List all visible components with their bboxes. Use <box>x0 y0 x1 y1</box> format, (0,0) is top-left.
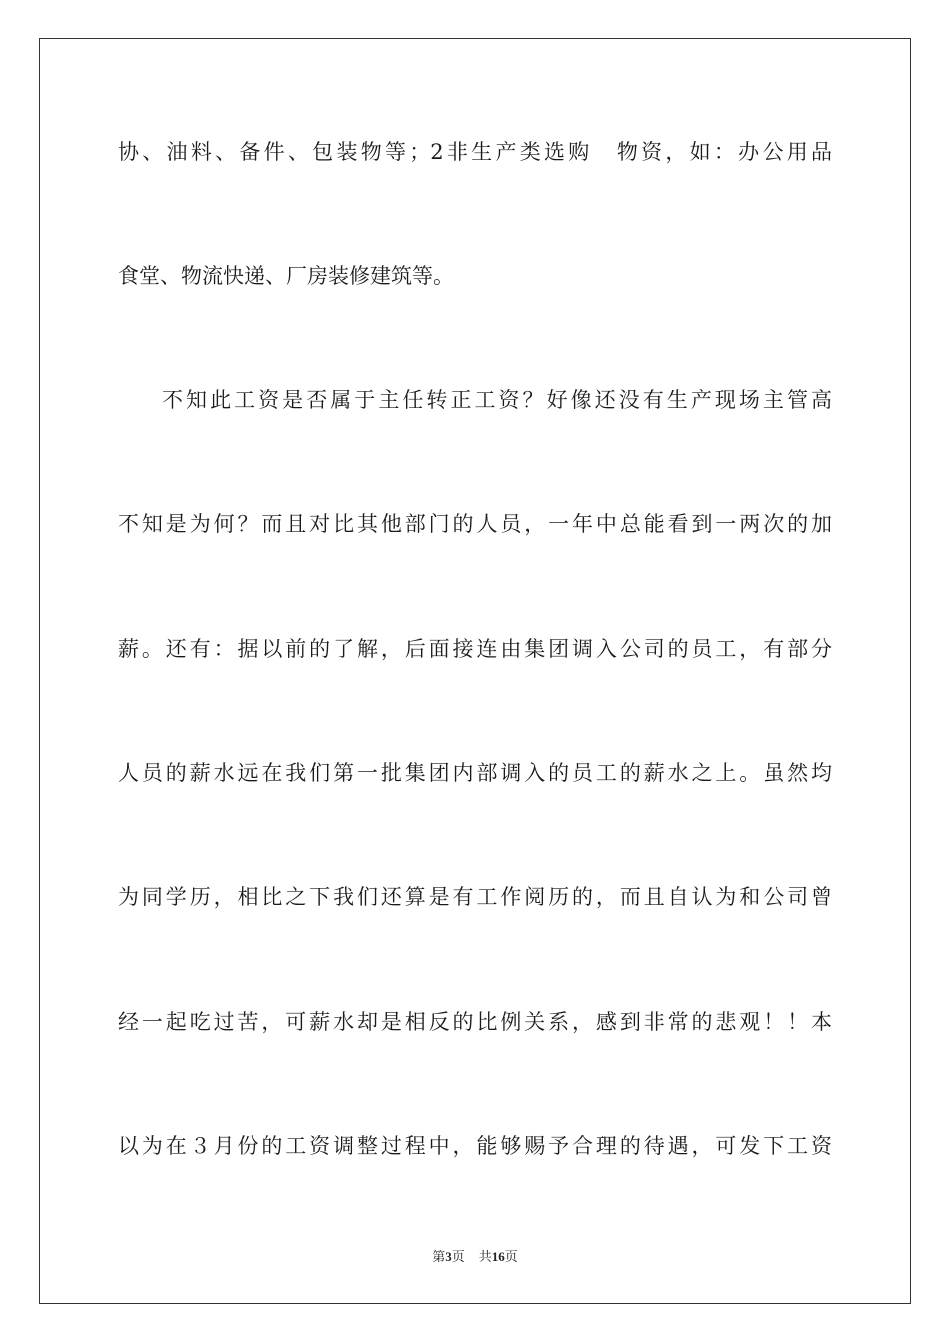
current-page-number: 3 <box>445 1249 452 1264</box>
page-border <box>39 38 911 1304</box>
body-text-line: 协、油料、备件、包装物等；2非生产类选购 物资，如：办公用品 <box>118 140 832 164</box>
total-prefix: 共 <box>478 1249 492 1264</box>
total-page-number: 16 <box>491 1249 505 1264</box>
body-text-line: 不知是为何？而且对比其他部门的人员，一年中总能看到一两次的加 <box>118 512 832 536</box>
page-prefix: 第 <box>432 1249 446 1264</box>
body-text-line: 经一起吃过苦，可薪水却是相反的比例关系，感到非常的悲观！！本 <box>118 1010 832 1034</box>
body-text-line: 以为在３月份的工资调整过程中，能够赐予合理的待遇，可发下工资 <box>118 1134 832 1158</box>
body-text-line: 薪。还有：据以前的了解，后面接连由集团调入公司的员工，有部分 <box>118 637 832 661</box>
page-suffix: 页 <box>451 1249 465 1264</box>
body-text-line: 为同学历，相比之下我们还算是有工作阅历的，而且自认为和公司曾 <box>118 885 832 909</box>
body-text-line: 食堂、物流快递、厂房装修建筑等。 <box>118 264 454 288</box>
body-text-line: 人员的薪水远在我们第一批集团内部调入的员工的薪水之上。虽然均 <box>118 761 832 785</box>
total-suffix: 页 <box>504 1249 518 1264</box>
paragraph-first-line: 不知此工资是否属于主任转正工资？好像还没有生产现场主管高 <box>162 388 832 412</box>
page-footer <box>0 1248 950 1266</box>
